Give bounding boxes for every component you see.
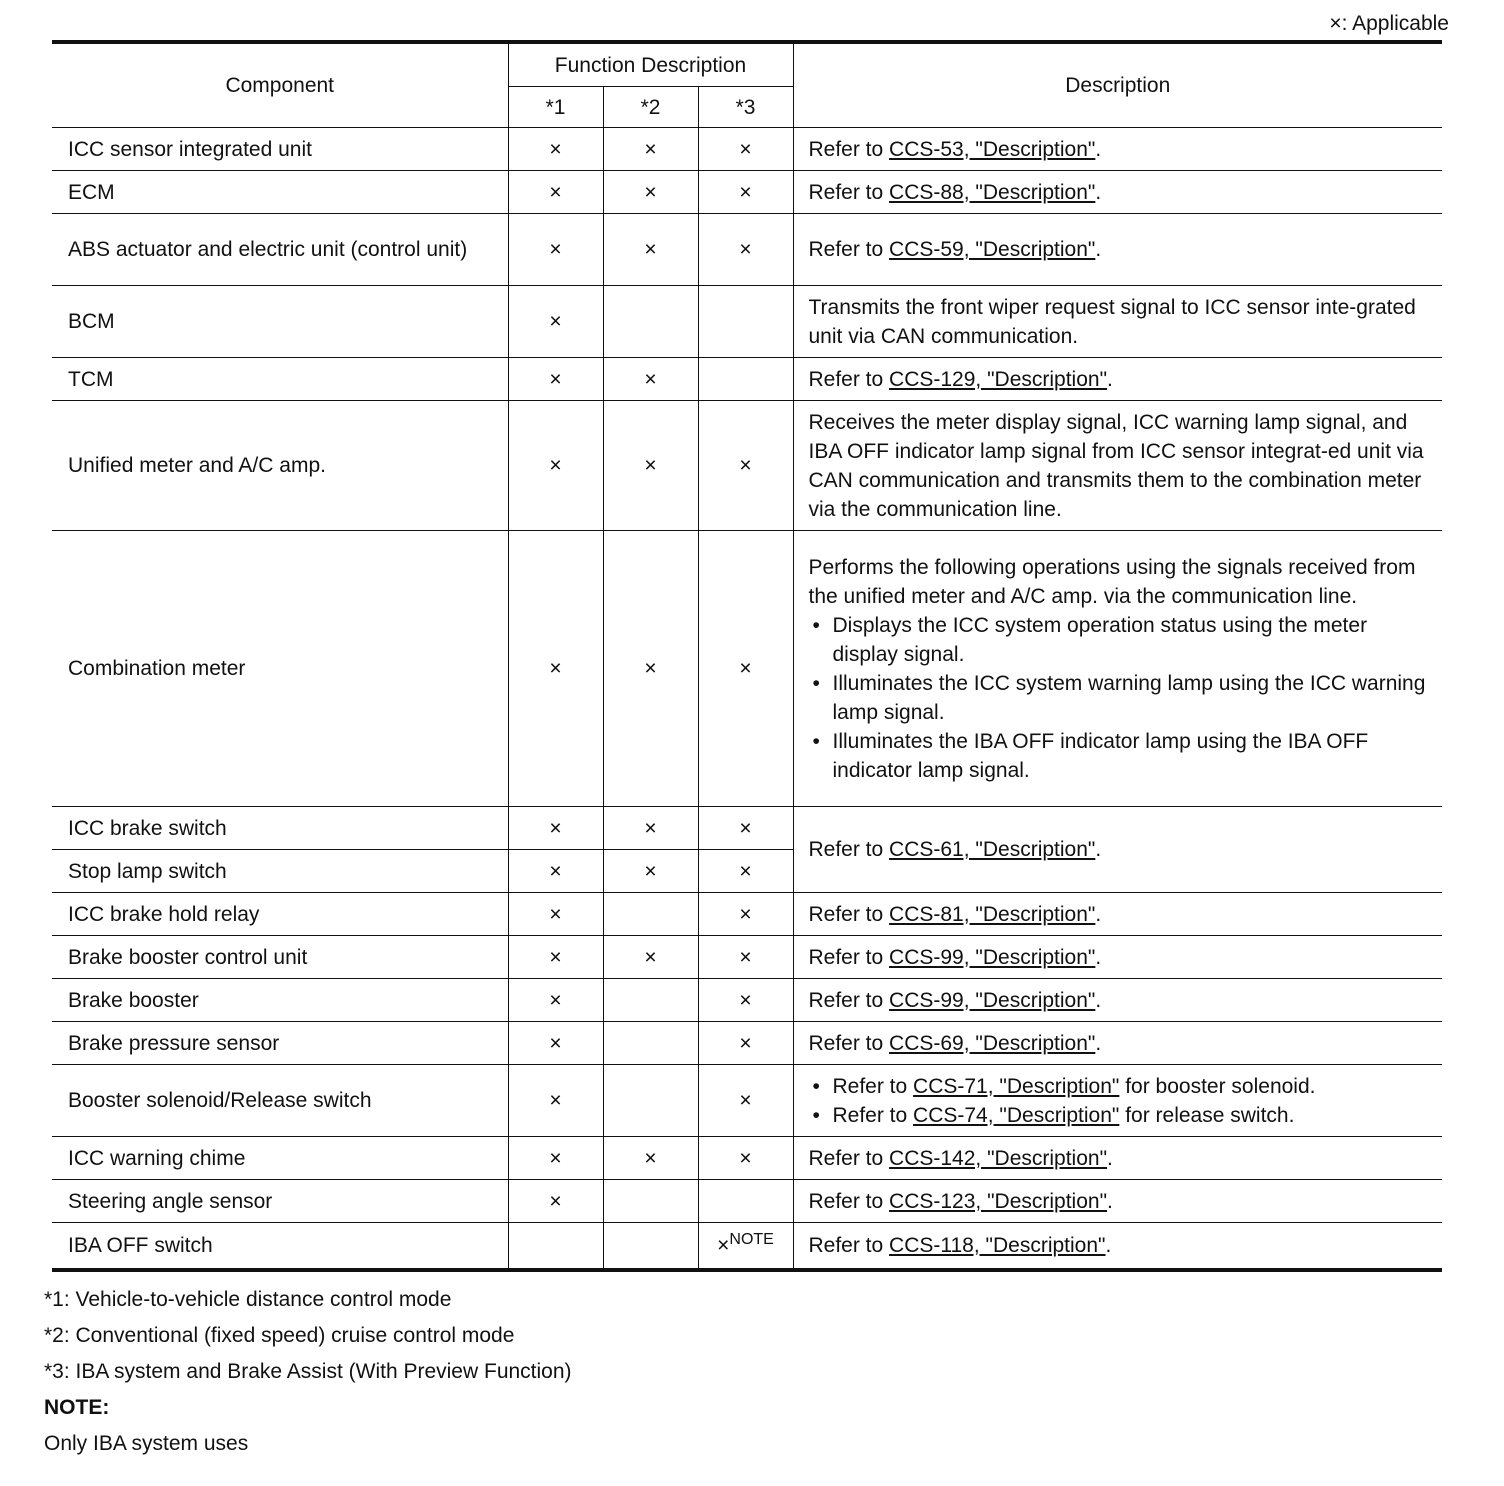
- refer-suffix: .: [1095, 137, 1102, 161]
- reference-link[interactable]: CCS-123, "Description": [889, 1189, 1108, 1213]
- mark-f1: ×: [508, 850, 603, 893]
- refer-text: Refer to: [832, 1103, 914, 1127]
- refer-suffix: .: [1095, 988, 1102, 1012]
- mark-f2: ×: [603, 531, 698, 807]
- table-row: [52, 286, 1442, 358]
- mark-f3: ×: [717, 1233, 730, 1257]
- refer-suffix: .: [1095, 180, 1102, 204]
- refer-suffix: .: [1107, 367, 1113, 391]
- reference-link[interactable]: CCS-129, "Description": [889, 367, 1108, 391]
- mark-f1: ×: [508, 401, 603, 531]
- mark-f2: ×: [603, 936, 698, 979]
- refer-text: Refer to: [832, 1074, 914, 1098]
- mark-f1: ×: [508, 358, 603, 401]
- mark-f3: ×: [698, 214, 793, 286]
- refer-text: Refer to: [808, 945, 890, 969]
- reference-link[interactable]: CCS-53, "Description": [889, 137, 1096, 161]
- bullet-item: [809, 1072, 1433, 1101]
- note-text: Only IBA system uses: [44, 1432, 249, 1455]
- mark-f3: ×: [698, 1065, 793, 1137]
- refer-text: Refer to: [808, 988, 890, 1012]
- description-cell: [793, 128, 1442, 171]
- table-row: [52, 807, 1442, 850]
- table-row: [52, 171, 1442, 214]
- mark-f2: ×: [603, 850, 698, 893]
- mark-f3: ×: [698, 171, 793, 214]
- component-name: ABS actuator and electric unit (control unit): [52, 214, 508, 286]
- reference-link[interactable]: CCS-99, "Description": [889, 945, 1096, 969]
- table-row: [52, 1065, 1442, 1137]
- mark-f3: [698, 286, 793, 358]
- description-cell: [793, 893, 1442, 936]
- mark-f1: ×: [508, 214, 603, 286]
- mark-f1: ×: [508, 531, 603, 807]
- description-cell: [793, 936, 1442, 979]
- component-name: ICC brake hold relay: [52, 893, 508, 936]
- mark-f1: ×: [508, 128, 603, 171]
- description-text: Performs the following operations using the signals received from the unified meter and A/C amp. via the communication line.: [808, 555, 1416, 608]
- mark-f1: ×: [508, 893, 603, 936]
- mark-f2: ×: [603, 1137, 698, 1180]
- bullet-item: • Displays the ICC system operation status using the meter display signal.: [809, 611, 1433, 669]
- component-name: Brake booster control unit: [52, 936, 508, 979]
- component-name: Brake pressure sensor: [52, 1022, 508, 1065]
- refer-suffix: .: [1095, 1031, 1102, 1055]
- mark-f2: ×: [603, 214, 698, 286]
- table-row: [52, 128, 1442, 171]
- component-name: Booster solenoid/Release switch: [52, 1065, 508, 1137]
- mark-f3: ×: [698, 1137, 793, 1180]
- header-description: Description: [793, 42, 1442, 128]
- footnote-2: *2: Conventional (fixed speed) cruise control mode: [44, 1324, 515, 1347]
- table-row: [52, 531, 1442, 807]
- table-row: [52, 1022, 1442, 1065]
- description-cell: [793, 1065, 1442, 1137]
- component-name: Unified meter and A/C amp.: [52, 401, 508, 531]
- note-superscript: NOTE: [729, 1230, 774, 1248]
- mark-f1: ×: [508, 807, 603, 850]
- table-row: [52, 1137, 1442, 1180]
- mark-f1: ×: [508, 1065, 603, 1137]
- component-name: ECM: [52, 171, 508, 214]
- description-cell: [793, 1022, 1442, 1065]
- refer-text: Refer to: [808, 367, 890, 391]
- bullet-item: • Illuminates the ICC system warning lamp using the ICC warning lamp signal.: [809, 669, 1433, 727]
- header-function-description: Function Description: [508, 42, 793, 87]
- mark-f3: [698, 1180, 793, 1223]
- component-name: ICC brake switch: [52, 807, 508, 850]
- mark-f2: ×: [603, 171, 698, 214]
- table-row: [52, 214, 1442, 286]
- bullet-item: • Illuminates the IBA OFF indicator lamp using the IBA OFF indicator lamp signal.: [809, 727, 1433, 785]
- component-name: IBA OFF switch: [52, 1223, 508, 1270]
- mark-f1: ×: [508, 1137, 603, 1180]
- refer-suffix: .: [1095, 238, 1102, 261]
- mark-f2: [603, 1022, 698, 1065]
- refer-suffix: for booster solenoid.: [1119, 1074, 1316, 1098]
- mark-f2: [603, 286, 698, 358]
- refer-text: Refer to: [808, 1189, 890, 1213]
- component-name: Brake booster: [52, 979, 508, 1022]
- refer-text: Refer to: [808, 180, 890, 204]
- mark-f2: ×: [603, 358, 698, 401]
- mark-f3: ×: [698, 850, 793, 893]
- footnote-1: *1: Vehicle-to-vehicle distance control mode: [44, 1288, 452, 1311]
- reference-link[interactable]: CCS-99, "Description": [889, 988, 1096, 1012]
- footnotes: [44, 1286, 572, 1466]
- mark-f1: ×: [508, 286, 603, 358]
- description-cell: [793, 358, 1442, 401]
- description-cell: [793, 979, 1442, 1022]
- table-row: [52, 979, 1442, 1022]
- component-name: ICC sensor integrated unit: [52, 128, 508, 171]
- mark-f3: ×: [698, 936, 793, 979]
- mark-f3: ×: [698, 401, 793, 531]
- note-title: NOTE:: [44, 1396, 110, 1419]
- refer-suffix: for release switch.: [1119, 1103, 1295, 1127]
- mark-f2: [603, 1065, 698, 1137]
- refer-suffix: .: [1095, 838, 1102, 861]
- component-name: Combination meter: [52, 531, 508, 807]
- description-cell: [793, 214, 1442, 286]
- mark-f3: ×: [698, 979, 793, 1022]
- header-component: Component: [52, 42, 508, 128]
- refer-suffix: .: [1095, 945, 1102, 969]
- table-row: [52, 401, 1442, 531]
- refer-text: Refer to: [808, 902, 890, 926]
- description-cell: [793, 807, 1442, 893]
- mark-f2: ×: [603, 807, 698, 850]
- mark-f3-cell: [698, 1223, 793, 1270]
- description-cell: [793, 171, 1442, 214]
- header-f3: *3: [698, 87, 793, 128]
- mark-f1: ×: [508, 1022, 603, 1065]
- component-name: BCM: [52, 286, 508, 358]
- description-cell: [793, 1180, 1442, 1223]
- refer-text: Refer to: [808, 1233, 890, 1257]
- bullet-list: [809, 1072, 1433, 1130]
- mark-f2: [603, 1180, 698, 1223]
- refer-suffix: .: [1107, 1146, 1113, 1170]
- mark-f2: [603, 979, 698, 1022]
- mark-f1: ×: [508, 1180, 603, 1223]
- description-cell: [793, 531, 1442, 807]
- component-name: Steering angle sensor: [52, 1180, 508, 1223]
- mark-f3: [698, 358, 793, 401]
- description-cell: [793, 1223, 1442, 1270]
- refer-suffix: .: [1105, 1233, 1112, 1257]
- refer-text: Refer to: [808, 137, 890, 161]
- refer-text: Refer to: [808, 838, 890, 861]
- mark-f1: [508, 1223, 603, 1270]
- table-row: [52, 893, 1442, 936]
- applicable-legend: ×: Applicable: [1329, 12, 1449, 35]
- description-cell: [793, 1137, 1442, 1180]
- component-table: [52, 40, 1442, 1272]
- header-f1: *1: [508, 87, 603, 128]
- reference-link[interactable]: CCS-118, "Description": [889, 1233, 1106, 1257]
- mark-f3: ×: [698, 893, 793, 936]
- mark-f2: ×: [603, 401, 698, 531]
- mark-f2: [603, 893, 698, 936]
- table-row: [52, 936, 1442, 979]
- mark-f3: ×: [698, 128, 793, 171]
- header-row: [52, 42, 1442, 87]
- mark-f2: [603, 1223, 698, 1270]
- description-text: Receives the meter display signal, ICC warning lamp signal, and IBA OFF indicator lamp signal from ICC sensor integrat-ed unit via CAN communication and transmits them to the combination meter via the communication line.: [793, 401, 1442, 531]
- component-name: TCM: [52, 358, 508, 401]
- bullet-list: [809, 611, 1433, 785]
- description-text: Transmits the front wiper request signal to ICC sensor inte-grated unit via CAN communication.: [793, 286, 1442, 358]
- bullet-item: [809, 1101, 1433, 1130]
- refer-text: Refer to: [808, 1031, 890, 1055]
- component-name: ICC warning chime: [52, 1137, 508, 1180]
- refer-suffix: .: [1095, 902, 1102, 926]
- reference-link[interactable]: CCS-74, "Description": [913, 1103, 1120, 1127]
- mark-f3: ×: [698, 1022, 793, 1065]
- table-row: [52, 1180, 1442, 1223]
- reference-link[interactable]: CCS-69, "Description": [889, 1031, 1096, 1055]
- table-row: [52, 358, 1442, 401]
- reference-link[interactable]: CCS-61, "Description": [889, 838, 1096, 861]
- mark-f3: ×: [698, 807, 793, 850]
- mark-f2: ×: [603, 128, 698, 171]
- reference-link[interactable]: CCS-59, "Description": [889, 238, 1096, 261]
- reference-link[interactable]: CCS-88, "Description": [889, 180, 1096, 204]
- reference-link[interactable]: CCS-142, "Description": [889, 1146, 1108, 1170]
- refer-text: Refer to: [808, 238, 890, 261]
- header-f2: *2: [603, 87, 698, 128]
- component-name: Stop lamp switch: [52, 850, 508, 893]
- mark-f1: ×: [508, 171, 603, 214]
- refer-suffix: .: [1107, 1189, 1113, 1213]
- table-row: [52, 1223, 1442, 1270]
- reference-link[interactable]: CCS-71, "Description": [913, 1074, 1120, 1098]
- mark-f3: ×: [698, 531, 793, 807]
- mark-f1: ×: [508, 936, 603, 979]
- footnote-3: *3: IBA system and Brake Assist (With Preview Function): [44, 1360, 572, 1383]
- refer-text: Refer to: [808, 1146, 890, 1170]
- reference-link[interactable]: CCS-81, "Description": [889, 902, 1096, 926]
- mark-f1: ×: [508, 979, 603, 1022]
